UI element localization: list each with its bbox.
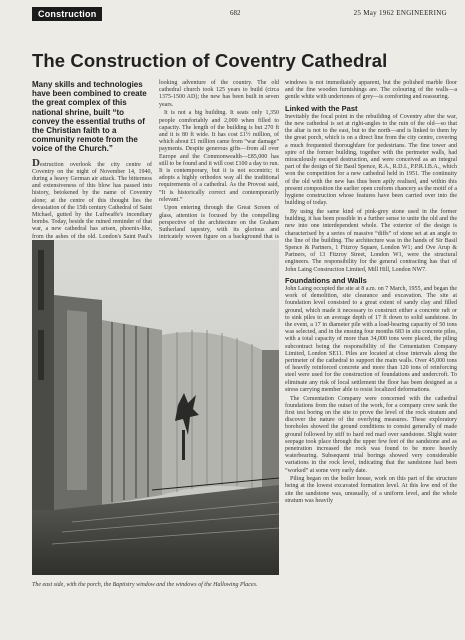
section-tag: Construction bbox=[32, 7, 102, 21]
drop-cap: D bbox=[32, 156, 40, 169]
photo-caption: The east side, with the porch, the Baptistry window and the windows of the Hallowing Places. bbox=[32, 582, 258, 588]
column-2-body bbox=[159, 80, 279, 263]
paragraph: Piling began on the boiler house, work on this part of the structure being at the lowest excavated formation level. At this low end of the site the sandstone was, unusually, of a uniform level, and the whole stratum was heavily bbox=[285, 476, 457, 504]
paragraph: Upon entering through the Great Screen of glass, attention is focused by the compelling perspective of the architecture on the Graham Sutherland tapestry, with its glorious and intricately woven figure on a background that is bbox=[159, 205, 279, 241]
section-foundations-body bbox=[285, 286, 457, 505]
paragraph: John Laing occupied the site at 8 a.m. on 7 March, 1955, and began the work of demolition, site clearance and excavation. The site at foundation level consisted to a great extent of sandy clay and filled ground, which made it necessary to construct either a concrete raft or to sink piles to an average depth of 17 ft down to solid sandstone. In the event, a 17 in diameter pile with a load-bearing capacity of 50 tons was selected, and in the ensuing four months 683 in situ concrete piles, with a total capacity of more than 34,000 tons were placed, the piling subcontract being the responsibility of the Cementation Company Limited, London SE11. Piles are located at close intervals along the perimeter of the cathedral to support the main walls. Over 45,000 tons of heavily reinforced concrete and more than 120 tons of reinforcing steel were used for the construction of foundations and undercroft. To eliminate any risk of local settlement the floor has been designed as a stress carrying member able to resist localized deformations. bbox=[285, 285, 457, 393]
paragraph: windows is not immediately apparent, but the polished marble floor and the fine wooden furnishings are. The colouring of the walls—a gentle white with undertones of grey—is comforting and reassuring. bbox=[285, 80, 457, 101]
column-2 bbox=[159, 80, 279, 265]
page-header bbox=[32, 7, 447, 21]
issue-dateline: 25 May 1962 ENGINEERING bbox=[353, 9, 447, 17]
section-past-body bbox=[285, 114, 457, 274]
subheading-foundations: Foundations and Walls bbox=[285, 275, 367, 285]
column-3 bbox=[285, 80, 457, 507]
paragraph: Inevitably the focal point in the rebuilding of Coventry after the war, the new cathedral is set at right-angles to the ruin of the old—so that the altar is not to the east, but to the north—and is linked to them by the great porch, which is on a direct line from the city centre, covering a much frequented thoroughfare for pedestrians. The fine tower and spire of the former building, together with the perimeter walls, had miraculously escaped destruction, and were conceived as an integral part of the design of Sir Basil Spence, R.A., R.D.I., P.P.R.I.B.A., which won the competition for a new cathedral held in 1951. The continuity of the old with the new has thus been aptly realised, and within this present composition the earlier open cruform chancery as the motif of a hygiene construction whose features have been carried over into the building of today. bbox=[285, 113, 457, 207]
paragraph: By using the same kind of pink-grey stone used in the former building, it has been possible in a further sense to unite the old and the new into one interdependent whole. The exterior of the design is characterised by a series of massive “diffs” of stone set at an angle to the line of the building. The architecture was in the hands of Sir Basil Spence & Partners, 1 Fitzroy Square, London W1; and Ove Arup & Partners, of 13 Fitzroy Street, London W1, were the structural engineers. The responsibility for the general contracting has that of John Laing Construction Limited, Mill Hill, London NW7. bbox=[285, 208, 457, 273]
article-title: The Construction of Coventry Cathedral bbox=[32, 50, 388, 71]
paragraph: It is not a big building. It seats only 1,350 people comfortably and 2,000 when filled to capacity. The length of the building is but 270 ft and it is 80 ft wide. It has cost £1½ million, of which about £1 million came from “war damage” payments. Despite generous gifts—from all over Europe and the Commonwealth—£85,000 has still to be found and it will cost £100 a day to run. It is contemporary, but it is not eccentric; it adopts a highly orthodox way all the traditional requirements of a cathedral. As the Provost said, “It is historically correct and contemporarily relevant.” bbox=[159, 110, 279, 203]
column-3-intro bbox=[285, 80, 457, 102]
page-number: 682 bbox=[230, 9, 241, 17]
paragraph: Destruction overlook the city centre of Coventry on the night of November 14, 1940, during a heavy German air attack. The bitterness and extensiveness of this blow has passed into history, betokened by the name of Coventry alone; at the centre of this thought lies the devastation of the 15th century Cathedral of Saint Michael, gutted by the Luftwaffe's incendiary bombs. Today, beside the ruined reminder of that war, a new cathedral has arisen, phoenix-like, from the ashes of the old. London's Saint Paul's bbox=[32, 156, 152, 240]
cathedral-photo bbox=[32, 240, 279, 575]
cathedral-east-side-illustration bbox=[32, 240, 279, 575]
paragraph: looking adventure of the country. The old cathedral church took 125 years to build (circa 1375-1500 AD); the new has been built in seven years. bbox=[159, 80, 279, 108]
subheading-past: Linked with the Past bbox=[285, 103, 358, 113]
standfirst: Many skills and technologies have been combined to create the great complex of this national shrine, built “to convey the essential truths of the Christian faith to a community remote from the voice of the Church.” bbox=[32, 80, 147, 154]
paragraph: The Cementation Company were concerned with the cathedral foundations from the outset of the work, for a company crew sank the first test boring on the site to prove the level of the rock stratum and discover the nature of the overlying measures. These exploratory boreholes showed the ground conditions to consist generally of made ground followed by stiff to hard red marl over sandstone. Slight water seepage took place through the upper few feet of the sandstone and as penetration increased the rock was found to be more heavily waterbearing. Subsequent trial borings showed very considerable variations in the rock level, indicating that the sandstone had been “worked” at some very early date. bbox=[285, 395, 457, 474]
